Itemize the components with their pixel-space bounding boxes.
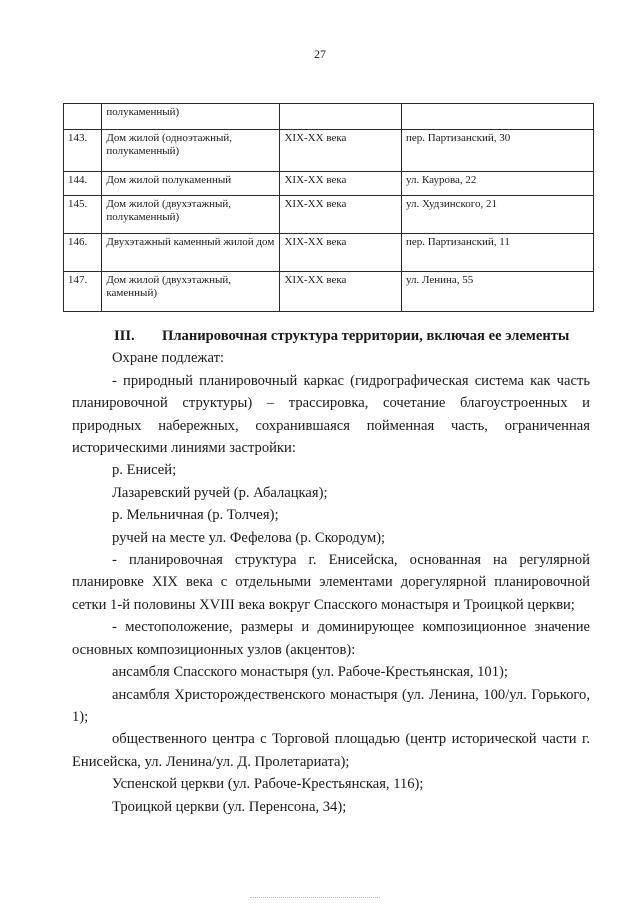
scan-artifact-rule <box>250 897 380 898</box>
list-item: Троицкой церкви (ул. Перенсона, 34); <box>112 798 347 815</box>
object-address: пер. Партизанский, 11 <box>401 234 593 272</box>
list-item: ансамбля Спасского монастыря (ул. Рабоче-Крестьянская, 101); <box>112 664 508 681</box>
paragraph: - местоположение, размеры и доминирующее композиционное значение основных композиционных узлов (акцентов): <box>72 619 590 658</box>
object-name: Дом жилой (двухэтажный, каменный) <box>102 272 280 312</box>
object-dating: XIX-XX века <box>280 272 402 312</box>
row-number <box>64 104 102 130</box>
table-row <box>64 272 594 312</box>
list-item: ручей на месте ул. Фефелова (р. Скородум); <box>112 529 386 546</box>
row-number: 145. <box>64 196 102 234</box>
document-body <box>72 325 590 818</box>
row-number: 146. <box>64 234 102 272</box>
paragraph: Охране подлежат: <box>112 350 225 367</box>
list-item: общественного центра с Торговой площадью (центр исторической части г. Енисейска, ул. Ленина/ул. Д. Пролетариата); <box>72 731 590 770</box>
object-name: полукаменный) <box>102 104 280 130</box>
section-heading <box>72 325 590 347</box>
list-item: Успенской церкви (ул. Рабоче-Крестьянская, 116); <box>112 776 424 793</box>
row-number: 143. <box>64 130 102 172</box>
object-name: Дом жилой (одноэтажный, полукаменный) <box>102 130 280 172</box>
paragraph: - природный планировочный каркас (гидрографическая система как часть планировочной структуры) – трассировка, сочетание благоустроенных и природных набережных, сохранившаяся пойменная часть, ограниченная историческими линиями застройки: <box>72 372 590 457</box>
table-row <box>64 196 594 234</box>
object-dating <box>280 104 402 130</box>
object-address: пер. Партизанский, 30 <box>401 130 593 172</box>
table-row <box>64 234 594 272</box>
page-number: 27 <box>314 47 326 61</box>
list-item: р. Енисей; <box>112 462 177 479</box>
object-address <box>401 104 593 130</box>
object-address: ул. Худзинского, 21 <box>401 196 593 234</box>
list-item: р. Мельничная (р. Толчея); <box>112 507 279 524</box>
object-address: ул. Ленина, 55 <box>401 272 593 312</box>
paragraph: - планировочная структура г. Енисейска, основанная на регулярной планировке XIX века с отдельными элементами дорегулярной планировочной сетки 1-й половины XVIII века вокруг Спасского монастыря и Троицкой церкви; <box>72 552 590 613</box>
object-name: Двухэтажный каменный жилой дом <box>102 234 280 272</box>
list-item: ансамбля Христорождественского монастыря (ул. Ленина, 100/ул. Горького, 1); <box>72 686 590 725</box>
section-number: III. <box>114 328 135 344</box>
monuments-table <box>63 103 594 312</box>
object-name: Дом жилой (двухэтажный, полукаменный) <box>102 196 280 234</box>
object-dating: XIX-XX века <box>280 130 402 172</box>
row-number: 147. <box>64 272 102 312</box>
object-name: Дом жилой полукаменный <box>102 172 280 196</box>
list-item: Лазаревский ручей (р. Абалацкая); <box>112 484 328 501</box>
table-row <box>64 130 594 172</box>
object-dating: XIX-XX века <box>280 234 402 272</box>
table-row <box>64 172 594 196</box>
object-address: ул. Каурова, 22 <box>401 172 593 196</box>
table-row <box>64 104 594 130</box>
object-dating: XIX-XX века <box>280 196 402 234</box>
section-title: Планировочная структура территории, включая ее элементы <box>162 328 570 344</box>
object-dating: XIX-XX века <box>280 172 402 196</box>
row-number: 144. <box>64 172 102 196</box>
